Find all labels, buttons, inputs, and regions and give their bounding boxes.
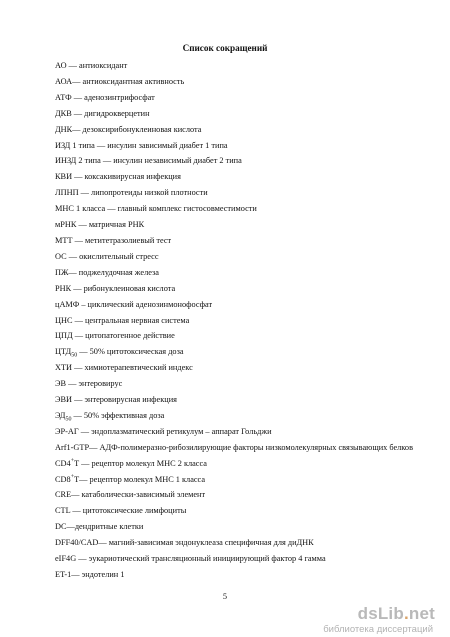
list-item: ЦПД — цитопатогенное действие — [55, 331, 175, 341]
list-item: ET-1— эндотелин 1 — [55, 570, 125, 579]
definition-text: — 50% эффективная доза — [71, 410, 165, 420]
list-item: ИЗД 1 типа — инсулин зависимый диабет 1 типа — [55, 140, 228, 150]
list-item: DC—дендритные клетки — [55, 522, 144, 532]
abbr-text: ЭД — [55, 410, 66, 420]
list-item: ДНК— дезоксирибонуклеиновая кислота — [55, 124, 202, 134]
list-item: DFF40/CAD— магний-зависимая эндонуклеаза специфичная для диДНК — [55, 538, 314, 548]
list-item: АТФ — аденозинтрифосфат — [55, 92, 155, 102]
abbreviation-list — [55, 58, 425, 583]
list-item: eIF4G — эукариотический трансляционный инициирующий фактор 4 гамма — [55, 554, 326, 564]
subscript: 50 — [65, 416, 72, 423]
superscript: + — [70, 457, 75, 464]
logo-main: dsLib — [357, 604, 404, 623]
abbr-text: CD4 — [55, 458, 71, 468]
page-title: Список сокращений — [182, 43, 268, 53]
list-item: МНС 1 класса — главный комплекс гистосовместимости — [55, 204, 257, 214]
list-item — [55, 408, 425, 424]
list-item: АО — антиоксидант — [55, 61, 128, 70]
list-item-multiline: Arf1-GTP— АДФ-полимеразно-рибозилирующие факторы низкомолекулярных связывающих белков — [55, 442, 413, 452]
definition-text: — 50% цитотоксическая доза — [77, 347, 184, 357]
list-item: CRE— катаболически-зависимый элемент — [55, 490, 206, 500]
list-item: АОА— антиоксидантная активность — [55, 76, 185, 86]
subscript: 50 — [71, 352, 78, 359]
list-item — [55, 344, 425, 360]
logo-dot: . — [403, 604, 409, 623]
page-number: 5 — [222, 592, 228, 601]
watermark-subtitle: библиотека диссертаций — [323, 624, 433, 635]
list-item — [55, 472, 425, 488]
abbr-text: ЦТД — [55, 347, 72, 357]
list-item: ПЖ— поджелудочная железа — [55, 267, 159, 277]
list-item: ЛПНП — липопротеиды низкой плотности — [55, 188, 208, 198]
list-item: МТТ — метитетразолиевый тест — [55, 235, 172, 245]
list-item: цАМФ – циклический аденозинмонофосфат — [55, 299, 213, 309]
list-item: ХТИ — химиотерапевтический индекс — [55, 363, 193, 373]
logo-tld: net — [408, 604, 435, 623]
watermark-logo — [358, 604, 435, 624]
list-item — [55, 456, 425, 472]
list-item: ЭВИ — энтеровирусная инфекция — [55, 395, 177, 405]
superscript: + — [70, 473, 75, 480]
definition-text: T— рецептор молекул МНС 1 класса — [74, 474, 206, 484]
list-item: CTL — цитотоксические лимфоциты — [55, 506, 187, 516]
definition-text: T — рецептор молекул МНС 2 класса — [74, 458, 207, 468]
list-item: мРНК — матричная РНК — [55, 220, 145, 230]
list-item: РНК — рибонуклеиновая кислота — [55, 283, 176, 293]
list-item: ЦНС — центральная нервная система — [55, 315, 190, 325]
list-item: ЭР-АГ — эндоплазматический ретикулум – аппарат Гольджи — [55, 426, 272, 436]
list-item: ДКВ — дигидрокверцетин — [55, 108, 150, 118]
list-item: ИНЗД 2 типа — инсулин независимый диабет 2 типа — [55, 156, 242, 166]
list-item: ЭВ — энтеровирус — [55, 379, 123, 389]
list-item: КВИ — коксакивирусная инфекция — [55, 172, 181, 182]
list-item: ОС — окислительный стресс — [55, 251, 159, 261]
abbr-text: CD8 — [55, 474, 71, 484]
